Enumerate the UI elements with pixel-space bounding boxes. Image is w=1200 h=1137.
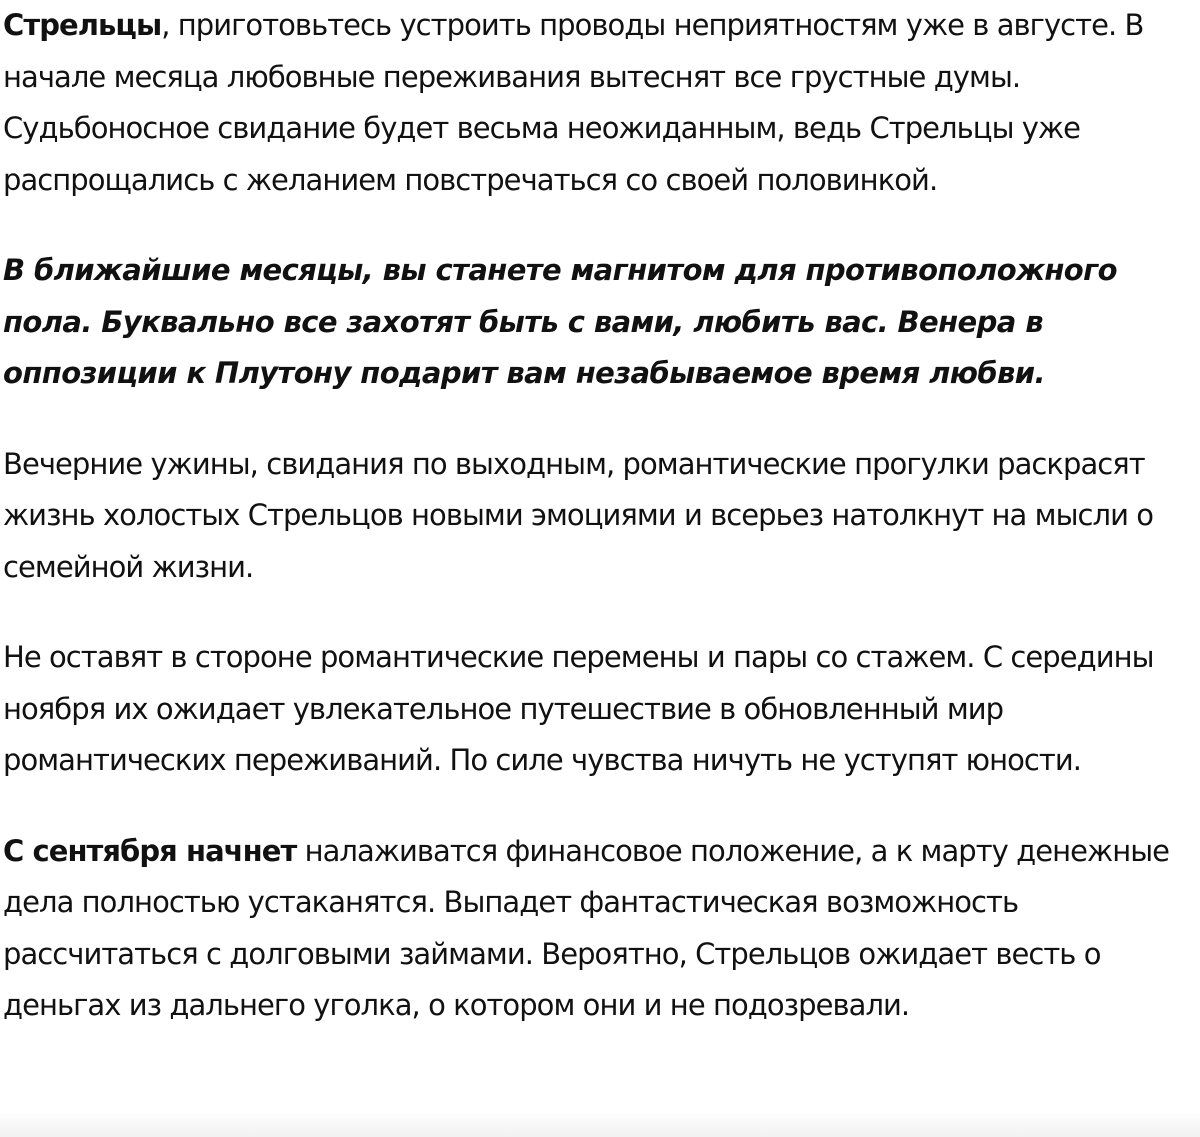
paragraph-text: Вечерние ужины, свидания по выходным, романтические прогулки раскрасят жизнь холостых Стрельцов новыми эмоциями и всерьез натолкнут на мысли о семейной жизни. <box>3 446 1154 584</box>
paragraph-highlight <box>3 245 1197 400</box>
bottom-fade <box>0 1111 1200 1137</box>
paragraph-text: Не оставят в стороне романтические перемены и пары со стажем. С середины ноября их ожидает увлекательное путешествие в обновленный мир романтических переживаний. По силе чувства ничуть не уступят юности. <box>3 640 1154 777</box>
paragraph-love-august <box>3 0 1197 206</box>
highlight-text: В ближайшие месяцы, вы станете магнитом для противоположного пола. Буквально все захотят быть с вами, любить вас. Венера в оппозиции к Плутону подарит вам незабываемое время любви. <box>3 253 1118 390</box>
article-body <box>3 0 1197 1071</box>
paragraph-finance <box>3 826 1197 1032</box>
paragraph-dating <box>3 439 1197 594</box>
paragraph-text: налаживатся финансовое положение, а к марту денежные дела полностью устаканятся. Выпадет фантастическая возможность рассчитаться с долговыми займами. Вероятно, Стрельцов ожидает весть о деньгах из дальнего уголка, о котором они и не подозревали. <box>3 833 1170 1022</box>
paragraph-couples <box>3 632 1197 787</box>
paragraph-lead-sagittarius: Стрельцы <box>3 8 162 42</box>
paragraph-lead-september: С сентября начнет <box>3 833 297 868</box>
paragraph-text: , приготовьтесь устроить проводы неприятностям уже в августе. В начале месяца любовные переживания вытеснят все грустные думы. Судьбоносное свидание будет весьма неожиданным, ведь Стрельцы уже распрощались с желанием повстречаться со своей половинкой. <box>3 8 1144 197</box>
